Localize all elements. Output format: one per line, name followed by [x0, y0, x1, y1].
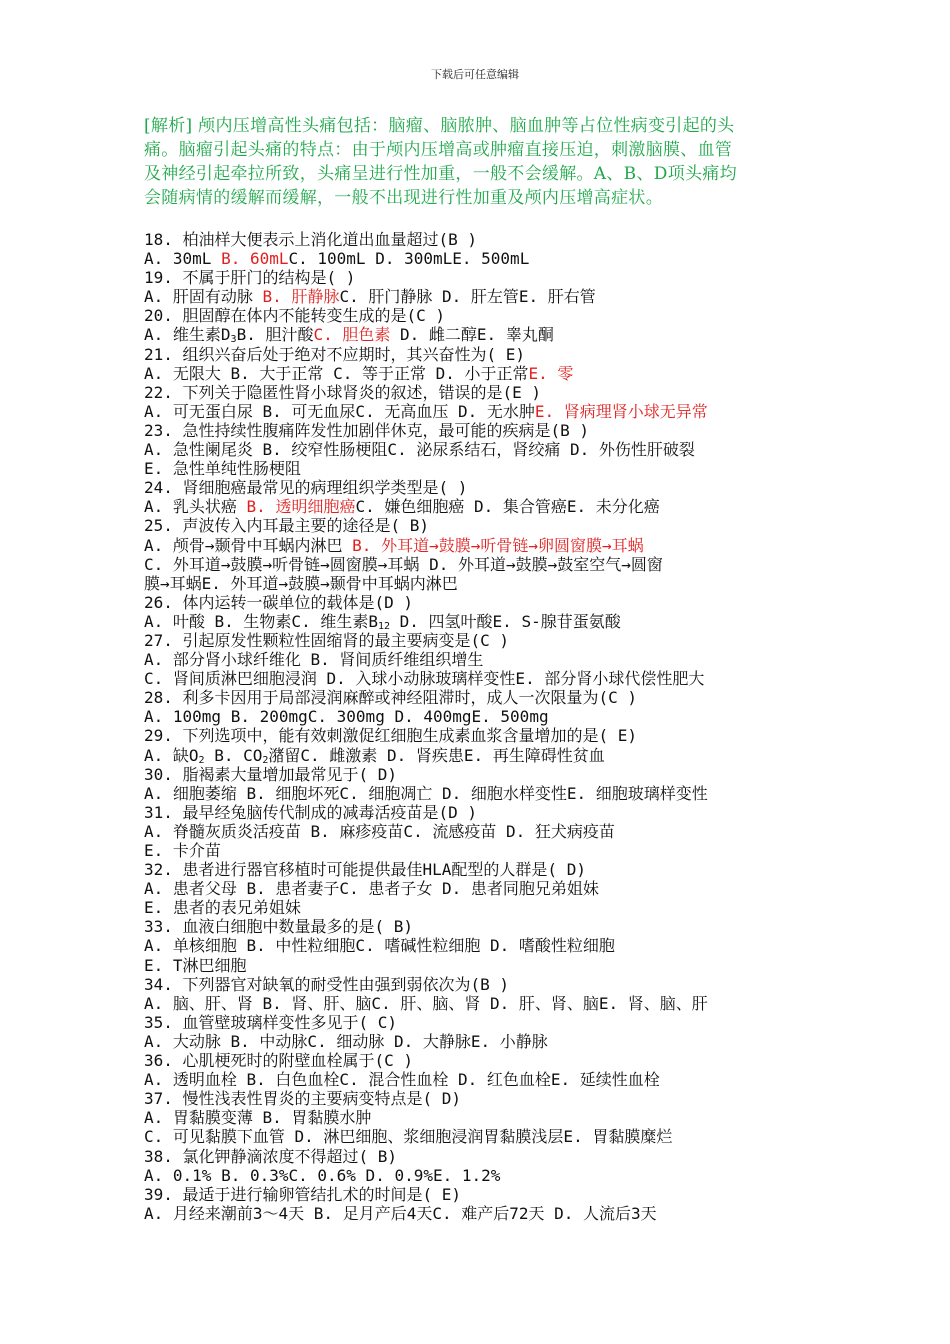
- text-line: [144, 383, 814, 402]
- text-line: [144, 612, 814, 631]
- text-segment: 24. 肾细胞癌最常见的病理组织学类型是( ): [144, 478, 468, 498]
- text-segment: A. 叶酸 B. 生物素C. 维生素B: [144, 611, 378, 631]
- text-line: [144, 784, 814, 803]
- text-line: [144, 936, 814, 955]
- text-segment: 28. 利多卡因用于局部浸润麻醉或神经阻滞时，成人一次限量为(C ): [144, 688, 638, 708]
- text-segment: E. 急性单纯性肠梗阻: [144, 459, 301, 479]
- text-segment: A. 100mg B. 200mgC. 300mg D. 400mgE. 500mg: [144, 707, 549, 727]
- text-line: [144, 726, 814, 745]
- analysis-line: 痛。脑瘤引起头痛的特点：由于颅内压增高或肿瘤直接压迫，刺激脑膜、血管: [144, 140, 733, 160]
- text-line: [144, 497, 814, 516]
- text-line: [144, 956, 814, 975]
- subscript: 2: [262, 754, 269, 766]
- subscript: 2: [198, 754, 205, 766]
- highlighted-answer: E. 零: [528, 363, 574, 383]
- question-list: [144, 230, 814, 1223]
- text-line: [144, 1204, 814, 1223]
- text-segment: 37. 慢性浅表性胃炎的主要病变特点是( D): [144, 1089, 462, 1109]
- text-line: [144, 650, 814, 669]
- text-segment: A. 细胞萎缩 B. 细胞坏死C. 细胞凋亡 D. 细胞水样变性E. 细胞玻璃样变性: [144, 783, 708, 803]
- text-line: [144, 516, 814, 535]
- text-segment: B. 胆汁酸: [236, 325, 314, 345]
- text-segment: B. CO: [204, 745, 263, 765]
- highlighted-answer: B. 透明细胞癌: [246, 497, 356, 517]
- subscript: 12: [377, 620, 391, 632]
- text-segment: 19. 不属于肝门的结构是( ): [144, 268, 356, 288]
- text-segment: 20. 胆固醇在体内不能转变生成的是(C ): [144, 306, 446, 326]
- text-line: [144, 688, 814, 707]
- text-line: [144, 574, 814, 593]
- text-segment: C. 嫌色细胞癌 D. 集合管癌E. 未分化癌: [355, 497, 660, 517]
- text-segment: 18. 柏油样大便表示上消化道出血量超过(B ): [144, 230, 478, 249]
- text-segment: 膜→耳蜗E. 外耳道→鼓膜→颞骨中耳蜗内淋巴: [144, 573, 458, 593]
- text-line: [144, 707, 814, 726]
- text-segment: 22. 下列关于隐匿性肾小球肾炎的叙述，错误的是(E ): [144, 382, 542, 402]
- text-segment: 35. 血管壁玻璃样变性多见于( C): [144, 1012, 398, 1032]
- text-segment: A. 患者父母 B. 患者妻子C. 患者子女 D. 患者同胞兄弟姐妹: [144, 879, 599, 899]
- text-segment: A. 单核细胞 B. 中性粒细胞C. 嗜碱性粒细胞 D. 嗜酸性粒细胞: [144, 936, 615, 956]
- text-segment: C. 可见黏膜下血管 D. 淋巴细胞、浆细胞浸润胃黏膜浅层E. 胃黏膜糜烂: [144, 1127, 673, 1147]
- text-segment: A. 月经来潮前3～4天 B. 足月产后4天C. 难产后72天 D. 人流后3天: [144, 1203, 657, 1223]
- text-line: [144, 1013, 814, 1032]
- text-line: [144, 345, 814, 364]
- text-line: [144, 917, 814, 936]
- text-line: [144, 841, 814, 860]
- text-segment: A. 维生素D: [144, 325, 231, 345]
- text-segment: 29. 下列选项中，能有效刺激促红细胞生成素血浆含量增加的是( E): [144, 726, 638, 746]
- text-segment: E. 患者的表兄弟姐妹: [144, 898, 301, 918]
- text-line: [144, 860, 814, 879]
- text-segment: 21. 组织兴奋后处于绝对不应期时，其兴奋性为( E): [144, 344, 526, 364]
- text-segment: D. 四氢叶酸E. S-腺苷蛋氨酸: [390, 611, 621, 631]
- text-line: [144, 306, 814, 325]
- text-line: [144, 994, 814, 1013]
- text-segment: D. 雌二醇E. 睾丸酮: [390, 325, 554, 345]
- text-segment: 32. 患者进行器官移植时可能提供最佳HLA配型的人群是( D): [144, 860, 586, 880]
- text-segment: A. 颅骨→颞骨中耳蜗内淋巴: [144, 535, 353, 555]
- text-line: [144, 1185, 814, 1204]
- highlighted-answer: B. 肝静脉: [262, 287, 340, 307]
- text-line: [144, 440, 814, 459]
- text-segment: A. 脑、肝、肾 B. 肾、肝、脑C. 肝、脑、肾 D. 肝、肾、脑E. 肾、脑、肝: [144, 993, 708, 1013]
- text-segment: E. 卡介苗: [144, 841, 221, 860]
- highlighted-answer: E. 肾病理肾小球无异常: [534, 401, 708, 421]
- analysis-line: 及神经引起牵拉所致，头痛呈进行性加重，一般不会缓解。A、B、D项头痛均: [144, 164, 737, 184]
- text-line: [144, 669, 814, 688]
- text-segment: 33. 血液白细胞中数量最多的是( B): [144, 917, 414, 937]
- text-segment: 38. 氯化钾静滴浓度不得超过( B): [144, 1146, 398, 1166]
- text-segment: E. T淋巴细胞: [144, 955, 247, 975]
- analysis-line: 会随病情的缓解而缓解，一般不出现进行性加重及颅内压增高症状。: [144, 188, 663, 208]
- text-line: [144, 249, 814, 268]
- text-segment: 39. 最适于进行输卵管结扎术的时间是( E): [144, 1184, 462, 1204]
- text-line: [144, 287, 814, 306]
- text-line: [144, 879, 814, 898]
- text-line: [144, 478, 814, 497]
- text-line: [144, 1166, 814, 1185]
- text-line: [144, 364, 814, 383]
- text-line: [144, 765, 814, 784]
- text-segment: A. 大动脉 B. 中动脉C. 细动脉 D. 大静脉E. 小静脉: [144, 1031, 548, 1051]
- analysis-line: [解析] 颅内压增高性头痛包括：脑瘤、脑脓肿、脑血肿等占位性病变引起的头: [144, 116, 735, 136]
- text-line: [144, 822, 814, 841]
- text-line: [144, 421, 814, 440]
- page-header: 下载后可任意编辑: [431, 68, 519, 81]
- text-segment: 23. 急性持续性腹痛阵发性加剧伴休克，最可能的疾病是(B ): [144, 420, 590, 440]
- text-line: [144, 1032, 814, 1051]
- text-line: [144, 325, 814, 344]
- text-segment: 26. 体内运转一碳单位的载体是(D ): [144, 592, 414, 612]
- text-line: [144, 746, 814, 765]
- text-segment: A. 缺O: [144, 745, 199, 765]
- highlighted-answer: B. 外耳道→鼓膜→听骨链→卵圆窗膜→耳蜗: [352, 535, 644, 555]
- text-segment: 36. 心肌梗死时的附壁血栓属于(C ): [144, 1051, 414, 1071]
- text-line: [144, 1051, 814, 1070]
- text-segment: 31. 最早经兔脑传代制成的减毒活疫苗是(D ): [144, 802, 478, 822]
- text-segment: A. 30mL: [144, 249, 222, 269]
- text-segment: A. 0.1% B. 0.3%C. 0.6% D. 0.9%E. 1.2%: [144, 1165, 501, 1185]
- text-line: [144, 1089, 814, 1108]
- text-segment: A. 无限大 B. 大于正常 C. 等于正常 D. 小于正常: [144, 363, 529, 383]
- text-segment: A. 部分肾小球纤维化 B. 肾间质纤维组织增生: [144, 650, 484, 670]
- text-line: [144, 975, 814, 994]
- text-segment: A. 急性阑尾炎 B. 绞窄性肠梗阻C. 泌尿系结石，肾绞痛 D. 外伤性肝破裂: [144, 440, 695, 460]
- text-segment: A. 胃黏膜变薄 B. 胃黏膜水肿: [144, 1108, 372, 1128]
- text-line: [144, 536, 814, 555]
- text-line: [144, 1108, 814, 1127]
- text-segment: A. 透明血栓 B. 白色血栓C. 混合性血栓 D. 红色血栓E. 延续性血栓: [144, 1070, 660, 1090]
- text-segment: 30. 脂褐素大量增加最常见于( D): [144, 764, 398, 784]
- text-segment: 25. 声波传入内耳最主要的途径是( B): [144, 516, 430, 536]
- text-segment: A. 脊髓灰质炎活疫苗 B. 麻疹疫苗C. 流感疫苗 D. 狂犬病疫苗: [144, 821, 615, 841]
- text-line: [144, 555, 814, 574]
- highlighted-answer: C. 胆色素: [313, 325, 391, 345]
- text-line: [144, 803, 814, 822]
- text-line: [144, 402, 814, 421]
- text-segment: 27. 引起原发性颗粒性固缩肾的最主要病变是(C ): [144, 630, 510, 650]
- text-line: [144, 1147, 814, 1166]
- analysis-paragraph: [144, 114, 809, 210]
- text-segment: A. 肝固有动脉: [144, 287, 263, 307]
- text-segment: 34. 下列器官对缺氧的耐受性由强到弱依次为(B ): [144, 974, 510, 994]
- text-line: [144, 593, 814, 612]
- text-line: [144, 1127, 814, 1146]
- text-line: [144, 268, 814, 287]
- text-segment: C. 肝门静脉 D. 肝左管E. 肝右管: [339, 287, 596, 307]
- text-line: [144, 459, 814, 478]
- text-line: [144, 1070, 814, 1089]
- text-line: [144, 898, 814, 917]
- highlighted-answer: B. 60mL: [221, 249, 289, 269]
- text-segment: A. 乳头状癌: [144, 497, 247, 517]
- text-line: [144, 230, 814, 249]
- text-segment: C. 100mL D. 300mLE. 500mL: [288, 249, 530, 269]
- subscript: 3: [230, 334, 237, 346]
- text-segment: 潴留C. 雌激素 D. 肾疾患E. 再生障碍性贫血: [268, 745, 605, 765]
- text-segment: C. 外耳道→鼓膜→听骨链→圆窗膜→耳蜗 D. 外耳道→鼓膜→鼓室空气→圆窗: [144, 554, 663, 574]
- text-segment: C. 肾间质淋巴细胞浸润 D. 入球小动脉玻璃样变性E. 部分肾小球代偿性肥大: [144, 669, 705, 689]
- text-segment: A. 可无蛋白尿 B. 可无血尿C. 无高血压 D. 无水肿: [144, 401, 535, 421]
- text-line: [144, 631, 814, 650]
